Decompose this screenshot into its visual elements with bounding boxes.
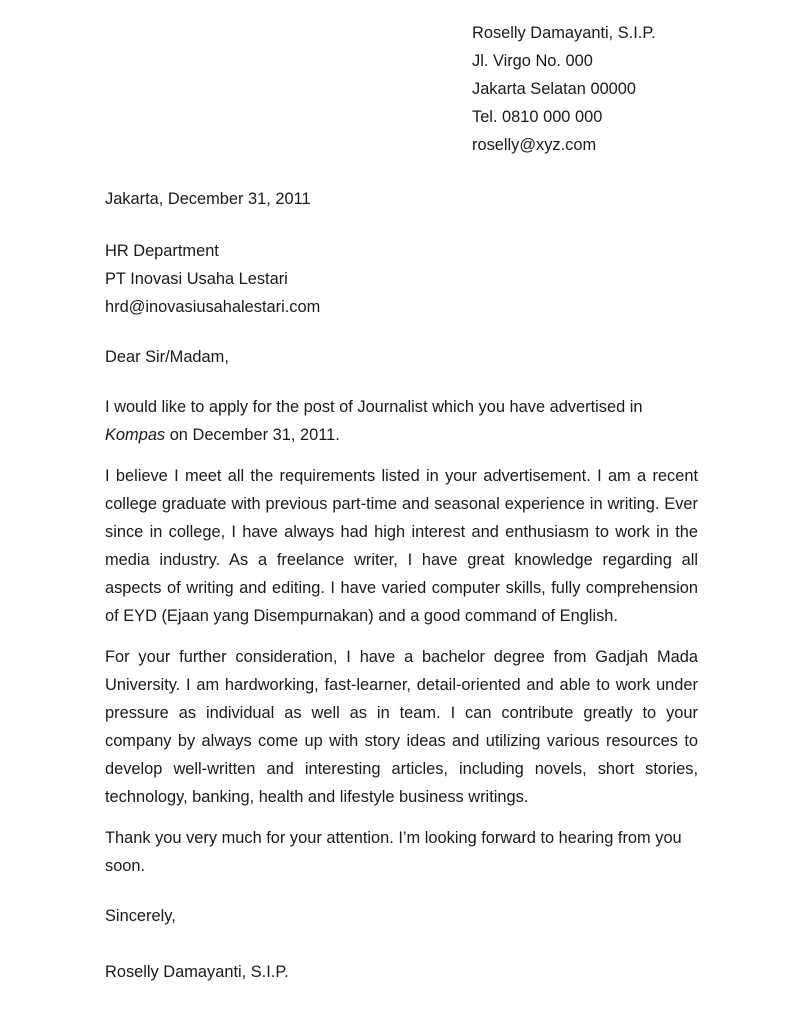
sender-phone: Tel. 0810 000 000 bbox=[472, 108, 603, 126]
closing: Sincerely, bbox=[105, 907, 176, 925]
recipient-company: PT Inovasi Usaha Lestari bbox=[105, 270, 288, 288]
cover-letter bbox=[105, 19, 698, 986]
intro-text-before: I would like to apply for the post of Journalist which you have advertised in bbox=[105, 398, 643, 416]
sender-name: Roselly Damayanti, S.I.P. bbox=[472, 24, 656, 42]
publication-name: Kompas bbox=[105, 426, 166, 444]
letter-date: Jakarta, December 31, 2011 bbox=[105, 190, 311, 208]
body-paragraph-intro bbox=[105, 393, 698, 449]
sender-address-block bbox=[472, 19, 698, 159]
sender-email: roselly@xyz.com bbox=[472, 136, 597, 154]
signature-name: Roselly Damayanti, S.I.P. bbox=[105, 963, 289, 981]
recipient-address-block bbox=[105, 237, 698, 321]
recipient-department: HR Department bbox=[105, 242, 219, 260]
intro-text-after: on December 31, 2011. bbox=[165, 426, 340, 444]
salutation: Dear Sir/Madam, bbox=[105, 348, 229, 366]
body-paragraph-education: For your further consideration, I have a bachelor degree from Gadjah Mada University. I am hardworking, fast-learner, detail-oriented and able to work under pressure as individual as well as in team. I can contribute greatly to your company by always come up with story ideas and utilizing various resources to develop well-written and interesting articles, including novels, short stories, technology, banking, health and lifestyle business writings. bbox=[105, 648, 698, 806]
sender-city: Jakarta Selatan 00000 bbox=[472, 80, 637, 98]
recipient-email: hrd@inovasiusahalestari.com bbox=[105, 298, 321, 316]
sender-street: Jl. Virgo No. 000 bbox=[472, 52, 593, 70]
body-paragraph-qualifications: I believe I meet all the requirements listed in your advertisement. I am a recent college graduate with previous part-time and seasonal experience in writing. Ever since in college, I have always had high interest and enthusiasm to work in the media industry. As a freelance writer, I have great knowledge regarding all aspects of writing and editing. I have varied computer skills, fully comprehension of EYD (Ejaan yang Disempurnakan) and a good command of English. bbox=[105, 467, 698, 625]
body-paragraph-thanks: Thank you very much for your attention. I’m looking forward to hearing from you soon. bbox=[105, 829, 682, 875]
